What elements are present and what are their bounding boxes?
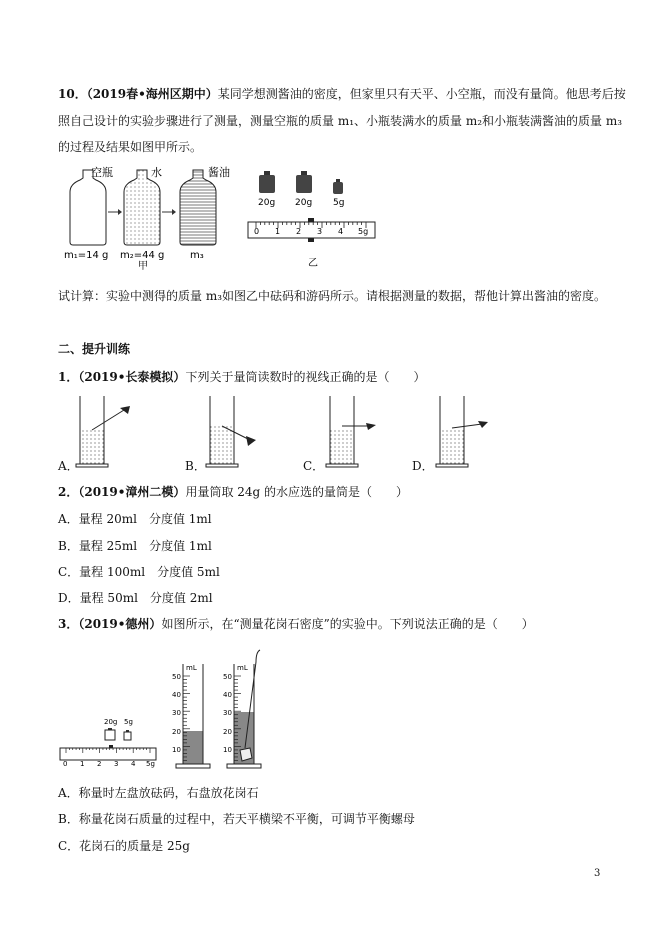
svg-text:40: 40: [172, 691, 181, 699]
svg-text:1: 1: [275, 227, 281, 236]
weight-20g-2: [296, 171, 312, 193]
beam-scale: [248, 218, 375, 242]
cylinder-option-d: [436, 396, 488, 467]
svg-text:5g: 5g: [358, 227, 369, 236]
q3-weight-20g: [105, 728, 115, 740]
svg-text:20: 20: [223, 728, 232, 736]
weight2-label: 20g: [295, 198, 313, 208]
q10-figure-yi: [240, 165, 380, 270]
svg-text:30: 30: [223, 709, 232, 717]
q2-stem: 2．（2019•漳州二模）用量筒取 24g 的水应选的量筒是（ ）: [58, 485, 409, 499]
q3-rider: [109, 745, 113, 748]
q1-option-b[interactable]: B．: [185, 459, 206, 473]
svg-text:4: 4: [338, 227, 344, 236]
q3-scale-labels: [63, 760, 155, 768]
q1-source: （2019•长泰模拟）: [78, 370, 186, 384]
svg-text:1: 1: [80, 760, 85, 768]
svg-text:50: 50: [172, 673, 181, 681]
q10-number: 10．: [58, 87, 87, 101]
q3-source: （2019•德州）: [78, 617, 162, 631]
page-number: 3: [594, 868, 601, 879]
q2-option-a[interactable]: A．量程 20ml 分度值 1ml: [58, 512, 212, 526]
q3-cylinder-1: [176, 664, 210, 768]
svg-text:50: 50: [223, 673, 232, 681]
q3-option-b[interactable]: B．称量花岗石质量的过程中，若天平横梁不平衡，可调节平衡螺母: [58, 812, 415, 826]
bottle2-label: 水: [151, 166, 162, 179]
bottle-water: [124, 170, 160, 245]
bottle-soy-sauce: [180, 170, 216, 245]
svg-text:5g: 5g: [146, 760, 155, 768]
m3-label: m₃: [190, 250, 204, 261]
cylinder-option-b: [206, 396, 256, 467]
q10-task: 试计算：实验中测得的质量 m₃如图乙中砝码和游码所示。请根据测量的数据，帮他计算出酱油的密度。: [58, 289, 607, 303]
weight1-label: 20g: [258, 198, 276, 208]
q1-option-a[interactable]: A．: [58, 459, 79, 473]
q3-weight-5g: [124, 730, 131, 740]
q3-option-a[interactable]: A．称量时左盘放砝码，右盘放花岗石: [58, 786, 259, 800]
q1-option-d[interactable]: D．: [412, 459, 434, 473]
eye-icon-c: [366, 423, 376, 430]
m2-label: m₂=44 g: [120, 250, 165, 261]
q10-line1: [58, 86, 626, 102]
eye-icon-a: [120, 406, 130, 414]
section-title: 二、提升训练: [58, 342, 131, 356]
figure-yi-caption: 乙: [308, 258, 318, 269]
q10-figure-jia: [58, 162, 243, 270]
weight3-label: 5g: [333, 198, 345, 208]
bottle1-label: 空瓶: [91, 166, 113, 179]
q3-stem: 3．（2019•德州）如图所示，在“测量花岗石密度”的实验中。下列说法正确的是（ ）: [58, 617, 534, 631]
svg-text:4: 4: [131, 760, 136, 768]
svg-text:30: 30: [172, 709, 181, 717]
q3-weight1-label: 20g: [104, 718, 118, 726]
q10-source: （2019春•海州区期中）: [86, 87, 218, 101]
svg-text:2: 2: [296, 227, 302, 236]
q10-line3: 的过程及结果如图甲所示。: [58, 140, 203, 154]
m1-label: m₁=14 g: [64, 250, 109, 261]
cylinder-option-c: [326, 396, 376, 467]
bottle-empty: [70, 170, 106, 245]
cylinder-option-a: [76, 396, 130, 467]
q3-beam-scale: [60, 745, 156, 760]
rider: [308, 218, 314, 222]
weight-20g-1: [259, 171, 275, 193]
svg-text:0: 0: [63, 760, 68, 768]
figure-jia-caption: 甲: [138, 261, 148, 270]
svg-text:2: 2: [97, 760, 102, 768]
svg-text:20: 20: [172, 728, 181, 736]
svg-text:3: 3: [114, 760, 119, 768]
svg-text:0: 0: [254, 227, 260, 236]
eye-icon-b: [246, 436, 256, 446]
q3-weight2-label: 5g: [124, 718, 133, 726]
q1-option-c[interactable]: C．: [303, 459, 325, 473]
q3-figure: [58, 640, 278, 775]
q10-text1: 某同学想测酱油的密度，但家里只有天平、小空瓶，而没有量筒。他思考后按: [217, 87, 626, 101]
bottle3-label: 酱油: [208, 166, 230, 179]
svg-text:3: 3: [317, 227, 323, 236]
q2-option-c[interactable]: C．量程 100ml 分度值 5ml: [58, 565, 220, 579]
q2-option-d[interactable]: D．量程 50ml 分度值 2ml: [58, 591, 213, 605]
q2-source: （2019•漳州二模）: [78, 485, 186, 499]
cyl1-unit: mL: [186, 664, 197, 672]
q1-stem: 1．（2019•长泰模拟）下列关于量筒读数时的视线正确的是（ ）: [58, 370, 426, 384]
granite-stone: [240, 748, 252, 761]
weight-5g: [333, 179, 343, 194]
cyl1-scale: [172, 673, 181, 754]
cyl2-scale: [223, 673, 232, 754]
cyl2-unit: mL: [237, 664, 248, 672]
svg-text:10: 10: [223, 746, 232, 754]
q10-line2: 照自己设计的实验步骤进行了测量，测量空瓶的质量 m₁、小瓶装满水的质量 m₂和小瓶装满酱油的质量 m₃: [58, 114, 623, 128]
q3-option-c[interactable]: C．花岗石的质量是 25g: [58, 839, 190, 853]
q2-option-b[interactable]: B．量程 25ml 分度值 1ml: [58, 539, 212, 553]
svg-text:10: 10: [172, 746, 181, 754]
svg-text:40: 40: [223, 691, 232, 699]
